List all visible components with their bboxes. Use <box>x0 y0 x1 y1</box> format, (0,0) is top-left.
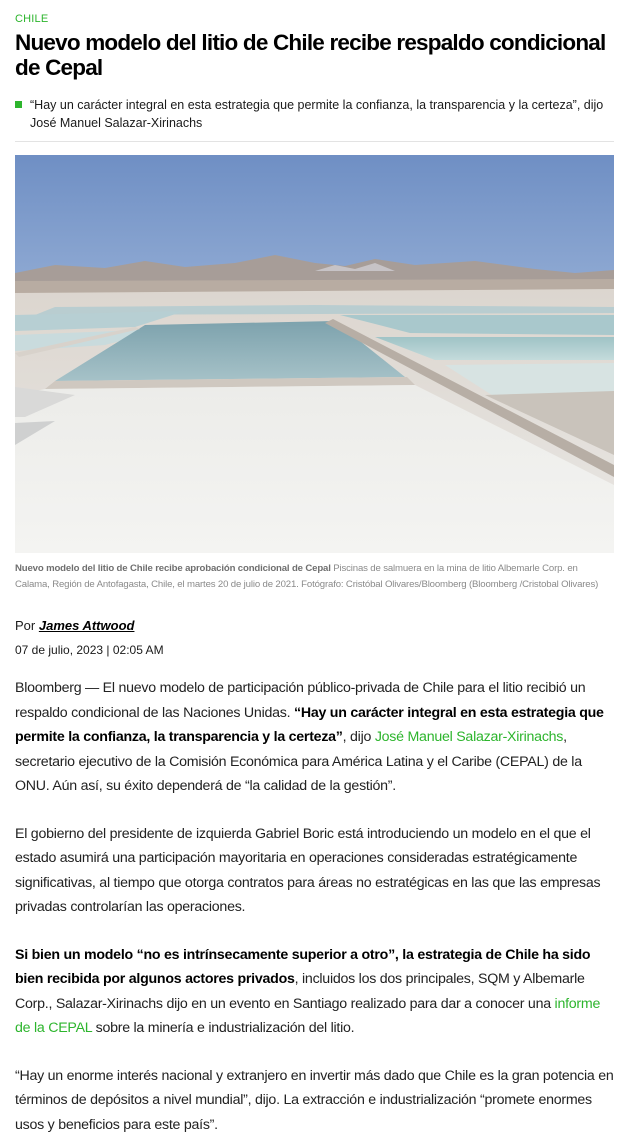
article-summary <box>15 96 614 132</box>
author-link[interactable]: James Attwood <box>38 618 135 633</box>
divider <box>15 141 614 142</box>
article-body <box>15 676 614 1136</box>
byline <box>15 618 134 633</box>
paragraph <box>15 943 614 1041</box>
summary-bullet-icon <box>15 101 22 108</box>
paragraph <box>15 676 614 799</box>
article-headline: Nuevo modelo del litio de Chile recibe respaldo condicional de Cepal <box>15 30 606 80</box>
article-photo[interactable] <box>15 155 614 553</box>
caption-text: Piscinas de salmuera en la mina de litio Albemarle Corp. en Calama, Región de Antofagasta, Chile, el martes 20 de julio de 2021. Fotógrafo: Cristóbal Olivares/Bloomberg (Bloomberg /Cristobal Olivares) <box>15 563 599 590</box>
p3-text-b: sobre la minería e industrialización del litio. <box>91 1020 355 1036</box>
p3-text-a: , incluidos los dos principales, SQM y Albemarle Corp., Salazar-Xirinachs dijo en un evento en Santiago realizado para dar a conocer una <box>15 971 585 1012</box>
byline-prefix: Por <box>15 618 36 633</box>
p1-text-a: Bloomberg — El nuevo modelo de participación público-privada de Chile para el litio recibió un respaldo condicional de las Naciones Unidas. <box>15 680 586 721</box>
publish-date: 07 de julio, 2023 | 02:05 AM <box>15 643 164 657</box>
paragraph: El gobierno del presidente de izquierda Gabriel Boric está introduciendo un modelo en el que el estado asumirá una participación mayoritaria en operaciones consideradas estratégicamente significativas, al tiempo que otorga contratos para áreas no estratégicas en las que las empresas privadas controlarían las operaciones. <box>15 825 601 915</box>
section-link[interactable]: CHILE <box>15 13 49 25</box>
p3-bold: Si bien un modelo “no es intrínsecamente superior a otro”, la estrategia de Chile ha sido bien recibida por algunos actores privados <box>15 946 591 987</box>
photo-caption <box>15 561 614 593</box>
paragraph: “Hay un enorme interés nacional y extranjero en invertir más dado que Chile es la gran potencia en términos de depósitos a nivel mundial”, dijo. La extracción e industrialización “promete enormes usos y beneficios para este país”. <box>15 1067 614 1133</box>
p1-bold: “Hay un carácter integral en esta estrategia que permite la confianza, la transparencia y la certeza” <box>15 704 604 745</box>
caption-title: Nuevo modelo del litio de Chile recibe aprobación condicional de Cepal <box>15 563 331 574</box>
person-link[interactable]: José Manuel Salazar-Xirinachs <box>374 729 564 745</box>
report-link[interactable]: informe de la CEPAL <box>15 995 601 1036</box>
p1-text-b: , dijo <box>342 729 375 745</box>
p1-text-c: , secretario ejecutivo de la Comisión Económica para América Latina y el Caribe (CEPAL) de la ONU. Aún así, su éxito dependerá de “la calidad de la gestión”. <box>15 729 582 794</box>
summary-text: “Hay un carácter integral en esta estrategia que permite la confianza, la transparencia y la certeza”, dijo José Manuel Salazar-Xirinachs <box>30 98 604 130</box>
brine-pools-photo <box>15 155 614 553</box>
